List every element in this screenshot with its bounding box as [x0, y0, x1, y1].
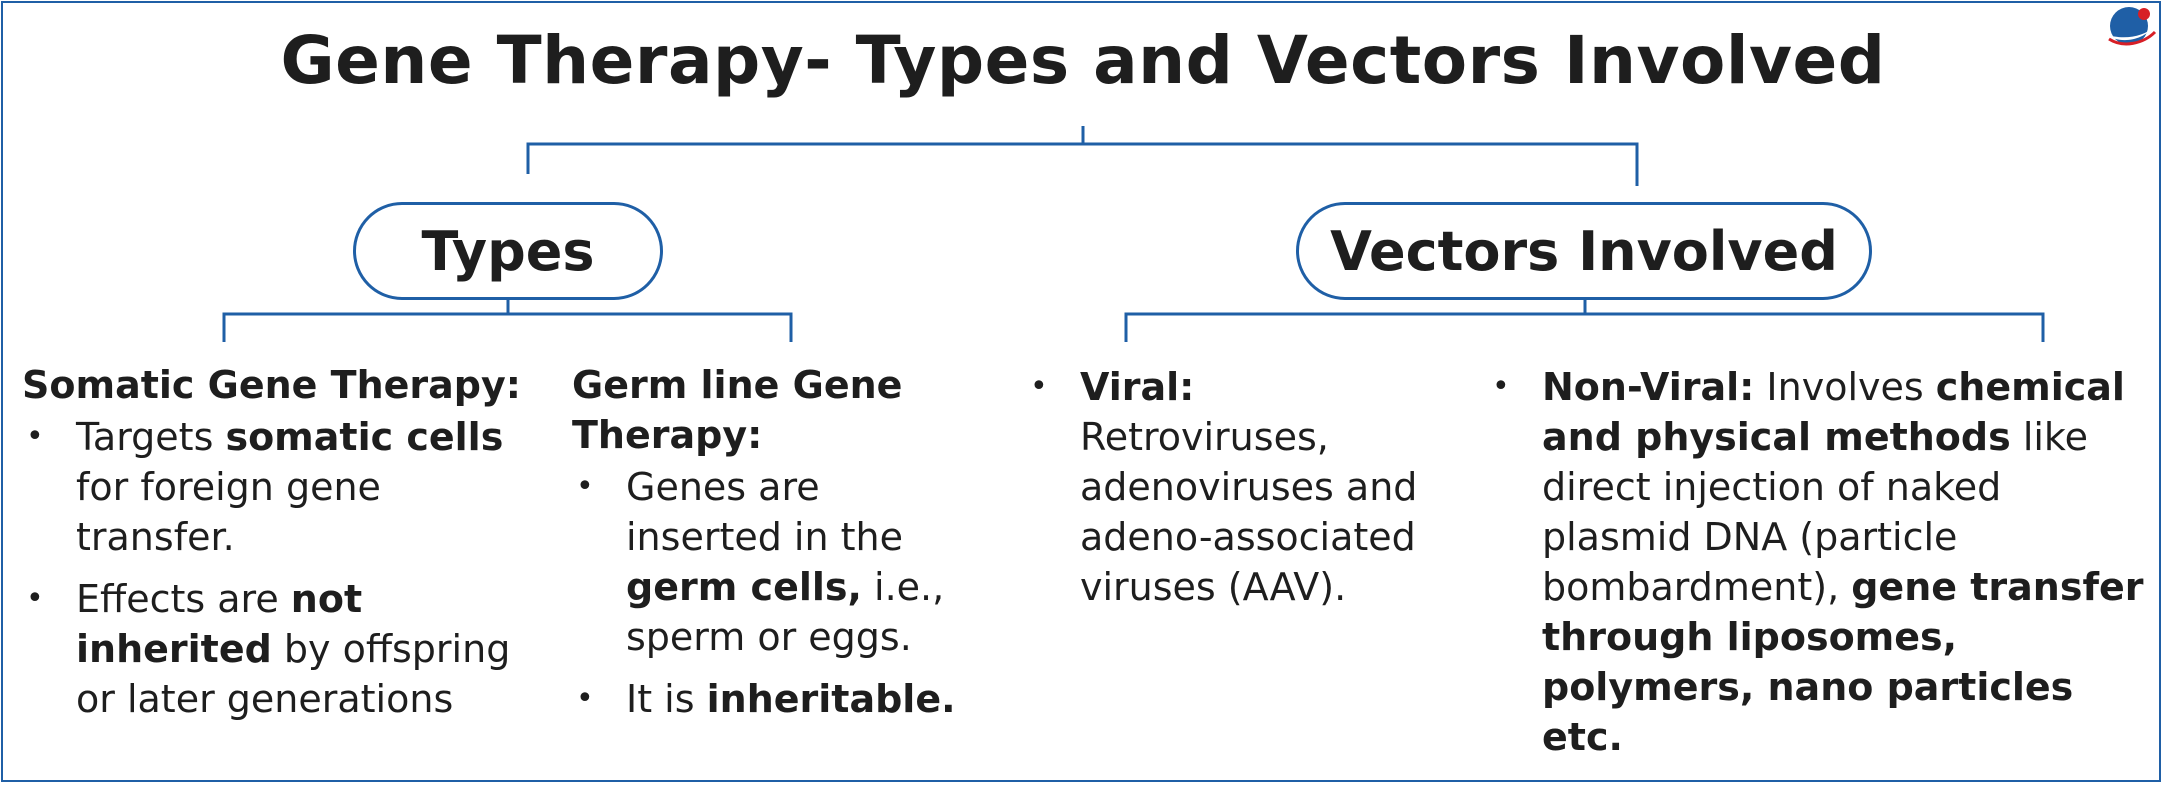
types-connector	[224, 300, 791, 342]
bullet-icon: •	[576, 469, 594, 504]
list-item: • Genes are inserted in the germ cells, i.e., sperm or eggs.	[572, 462, 972, 662]
germline-column	[572, 360, 972, 724]
root-connector	[528, 126, 1637, 186]
germline-heading: Germ line Gene Therapy:	[572, 363, 903, 457]
list-item: • Viral: Retroviruses, adenoviruses and adeno-associated viruses (AAV).	[1026, 362, 1462, 612]
bullet-icon: •	[26, 419, 44, 454]
bullet-icon: •	[1030, 369, 1048, 404]
types-node: Types	[353, 202, 663, 300]
list-item: • Effects are not inherited by offspring or later generations	[22, 574, 542, 724]
bullet-icon: •	[1492, 369, 1510, 404]
nonviral-column	[1488, 360, 2154, 762]
somatic-heading: Somatic Gene Therapy:	[22, 363, 521, 407]
viral-column	[1026, 360, 1462, 612]
vectors-node: Vectors Involved	[1296, 202, 1872, 300]
list-item: • It is inheritable.	[572, 674, 972, 724]
brand-logo-icon	[2101, 4, 2157, 50]
list-item: • Non-Viral: Involves chemical and physical methods like direct injection of naked plasmid DNA (particle bombardment), gene transfer through liposomes, polymers, nano particles etc.	[1488, 362, 2154, 762]
somatic-column	[22, 360, 542, 724]
list-item: • Targets somatic cells for foreign gene transfer.	[22, 412, 542, 562]
bullet-icon: •	[26, 581, 44, 616]
bullet-icon: •	[576, 681, 594, 716]
page-title: Gene Therapy- Types and Vectors Involved	[280, 22, 1886, 99]
vectors-connector	[1126, 300, 2043, 342]
